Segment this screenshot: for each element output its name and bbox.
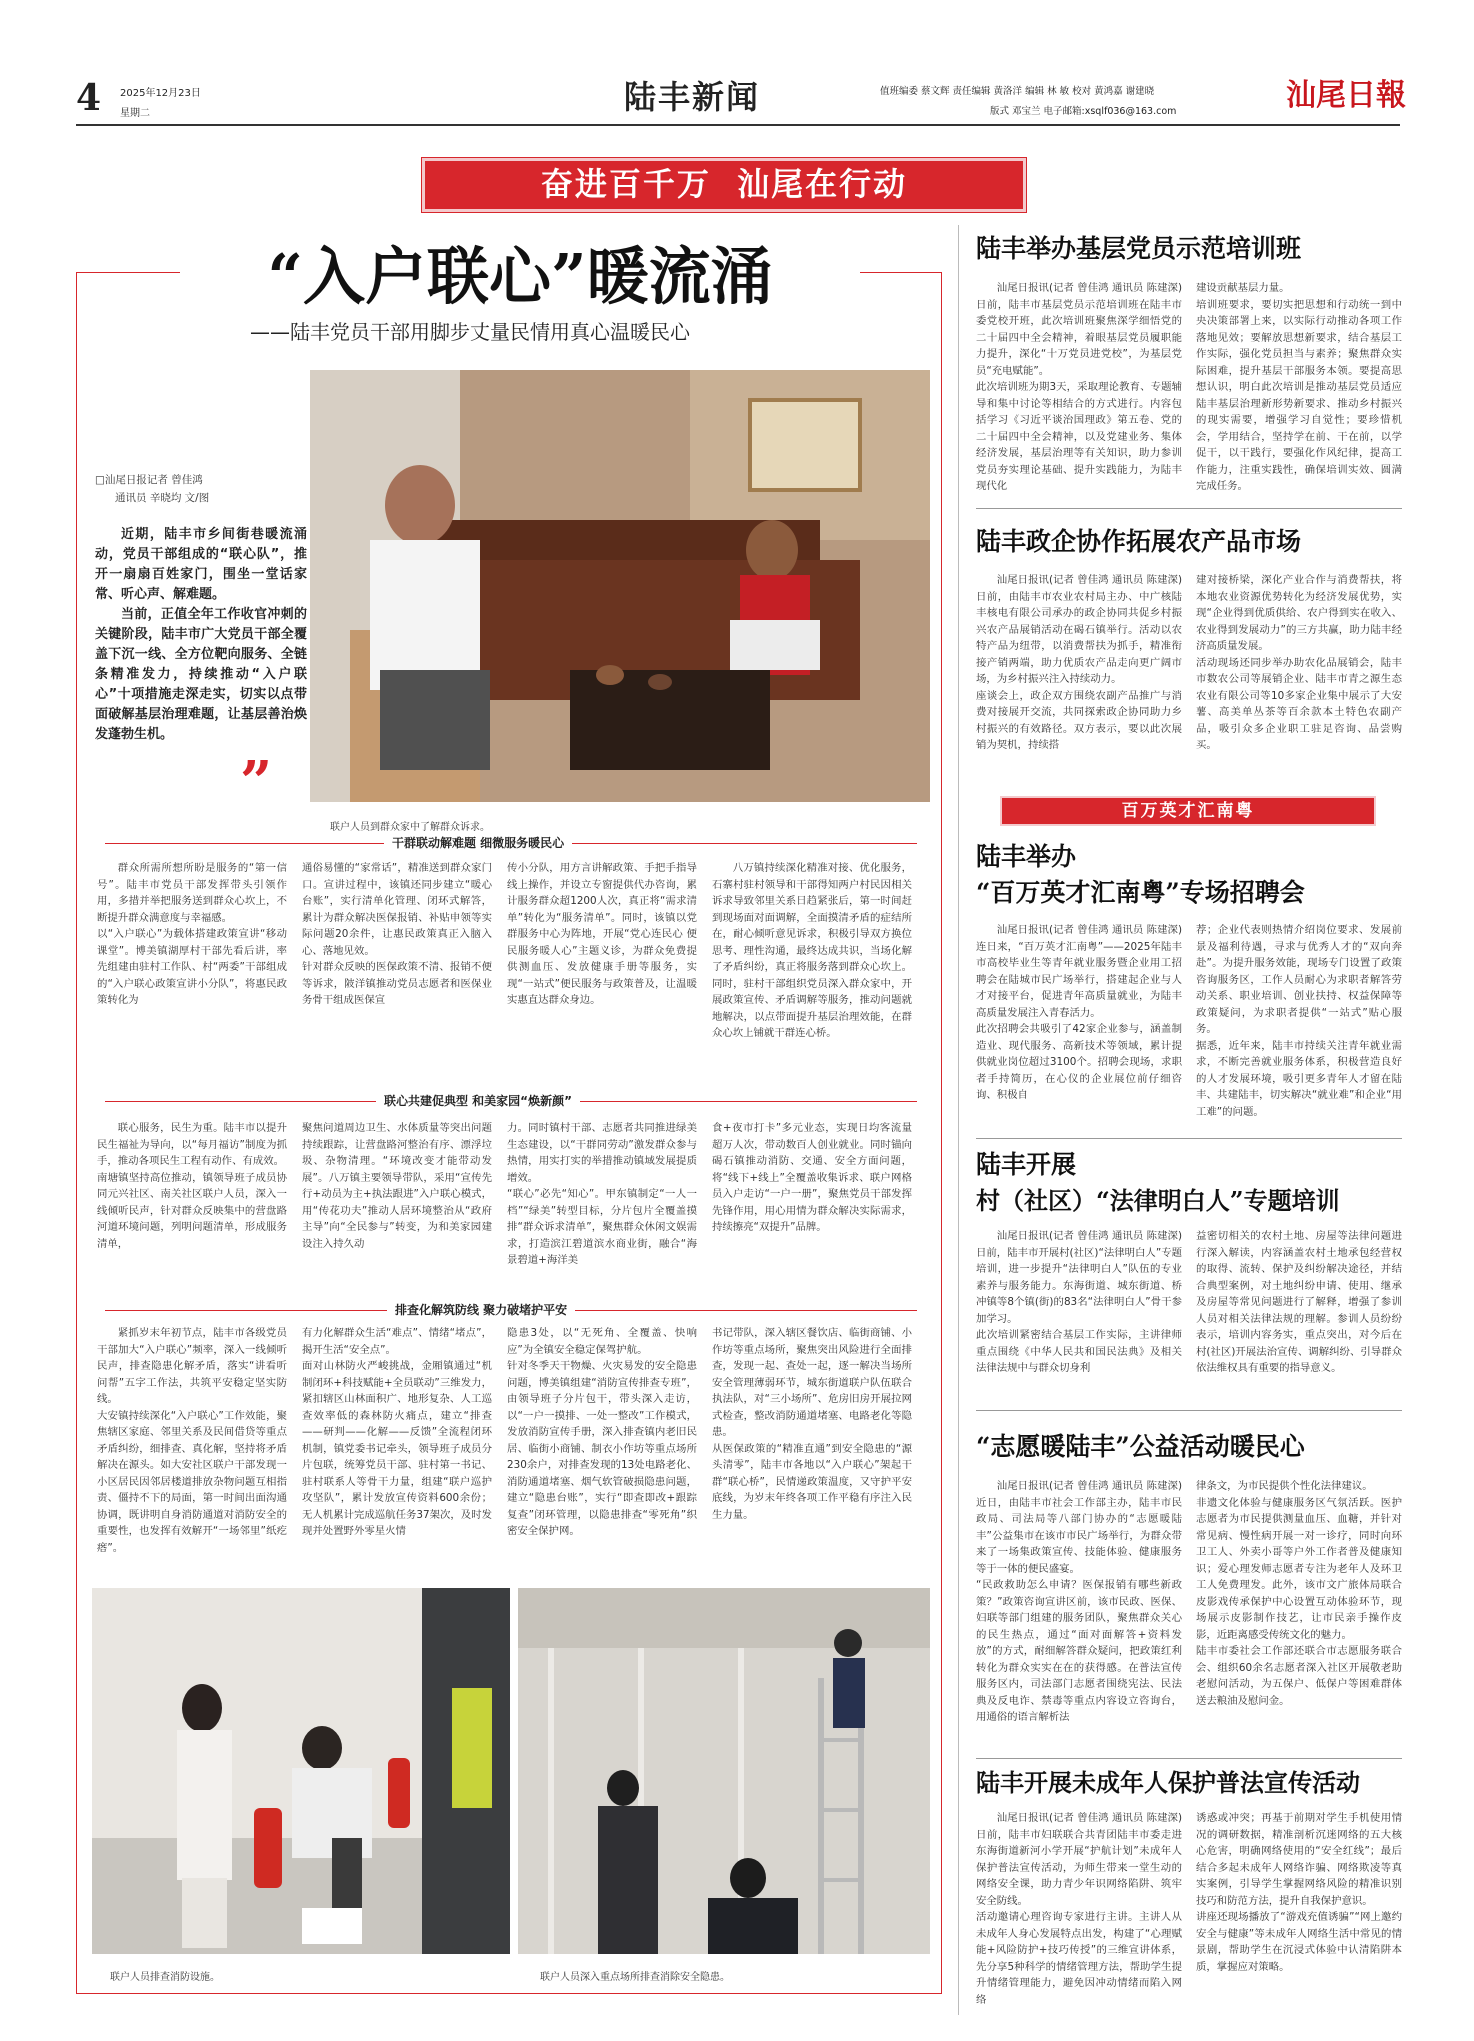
feature-subtitle: ——陆丰党员干部用脚步丈量民情用真心温暖民心 [250,320,690,344]
sec1-col-1: 群众所需所想所盼是服务的“第一信号”。陆丰市党员干部发挥带头引领作用，多措并举把服务送到群众心坎上，不断提升群众满意度与幸福感。 以“入户联心”为载体搭建政策宣讲“移动课堂”。博美镇湖厚村干部先看后讲，率先组建由驻村工作队、村“两委”干部组成的“入户联心政策宣讲小分队”，将惠民政策转化为 [97,862,287,1006]
article4-title-2: 村（社区）“法律明白人”专题培训 [976,1186,1340,1215]
section-title: 陆丰新闻 [624,78,761,116]
photo-home-visit [310,370,930,802]
header-rule [76,124,1400,126]
talent-kicker-text: 百万英才汇南粤 [1121,801,1255,821]
quote-mark-icon: ” [240,749,273,815]
photo2-caption: 联户人员排查消防设施。 [110,1972,220,1983]
sec3-col-1: 紧抓岁末年初节点，陆丰市各级党员干部加大“入户联心”频率，深入一线倾听民声，排查隐患化解矛盾，落实“讲看听问帮”五字工作法，共筑平安稳定坚实防线。 大安镇持续深化“入户联心”工作效能，聚焦辖区家庭、邻里关系及民间借贷等重点矛盾纠纷，细排查、真化解，坚持将矛盾解决在源头。如大安社区联户干部发现一小区居民因邻居楼道排放杂物问题互相指责、僵持不下的局面，第一时间出面沟通协调，既讲明自身消防通道对消防安全的重要性，也发挥有效解开“一场邻里”纸疙瘩”。 [97,1327,287,1554]
masthead-logo: 汕尾日報 [1286,78,1406,113]
sec1-title: 干群联动解难题 细微服务暖民心 [384,834,572,851]
article5-col-1: 汕尾日报讯(记者 曾佳鸿 通讯员 陈建深)近日，由陆丰市社会工作部主办，陆丰市民政局、司法局等八部门协办的“志愿暖陆丰”公益集市在该市市民广场举行，为群众带来了一场集政策宣传、技能体验、健康服务等于一体的便民盛宴。 “民政救助怎么申请？医保报销有哪些新政策？”政策咨询宣讲区前，该市民政、医保、妇联等部门组建的服务团队，聚焦群众关心的民生热点，通过“面对面解答+资料发放”的方式，耐细解答群众疑问，把政策红利转化为群众实实在在的获得感。在普法宣传服务区内，司法部门志愿者围绕宪法、民法典及反电诈、禁毒等重点内容设立咨询台，用通俗的语言解析法 [976,1480,1182,1723]
article1-title: 陆丰举办基层党员示范培训班 [976,234,1302,263]
fire-check-illustration [92,1588,510,1954]
campaign-banner [422,158,1026,212]
sec3-col-4: 书记带队，深入辖区餐饮店、临街商铺、小作坊等重点场所，聚焦突出风险进行全面排查，发现一起、查处一起，逐一解决当场所安全管理薄弱环节，城东街道联户队伍联合执法队，对“三小场所”、危房旧房开展拉网式检查，整改消防通道堵塞、电路老化等隐患。 从医保政策的“精准直通”到安全隐患的“源头清零”，陆丰市各地以“入户联心”架起干群“联心桥”，民情递政策温度，又守护平安底线，为岁末年终各项工作平稳有序注入民生力量。 [712,1327,912,1521]
talent-kicker [1000,796,1376,826]
sec1-col-3: 传小分队，用方言讲解政策、手把手指导线上操作，并设立专窗提供代办咨询，累计服务群众超1200人次，真正将“需求清单”转化为“服务清单”。同时，该镇以党群服务中心为阵地，开展“党心连民心 便民服务暖人心”主题义诊，为群众免费提供测血压、发放健康手册等服务，实现“一站式”便民服务与政策普及，让温暖实惠直达群众身边。 [507,862,697,1006]
column-divider [958,225,959,2015]
sec2-col-4: 食+夜市打卡”多元业态，实现日均客流量超万人次，带动数百人创业就业。同时锚向碣石镇推动消防、交通、安全方面问题，将“线下+线上”全覆盖收集诉求、联户网格员入户走访“一户一册”，聚焦党员干部发挥先锋作用，用心用情为群众解决实际需求，持续擦亮“双提升”品牌。 [712,1122,912,1233]
article6-col-1: 汕尾日报讯(记者 曾佳鸿 通讯员 陈建深)日前，陆丰市妇联联合共青团陆丰市委走进东海街道新河小学开展“护航计划”未成年人保护普法宣传活动，为师生带来一堂生动的网络安全课，助力青少年识网络陷阱、筑牢安全防线。 活动邀请心理咨询专家进行主讲。主讲人从未成年人身心发展特点出发，构建了“心理赋能+风险防护+技巧传授”的三维宣讲体系，先分享5种科学的情绪管理方法，帮助学生提升情绪管理能力，避免因冲动情绪而陷入网络 [976,1812,1182,2006]
article3-title-1: 陆丰举办 [976,842,1077,871]
article4-title-1: 陆丰开展 [976,1150,1077,1179]
article6-col-2: 诱惑或冲突；再基于前期对学生手机使用情况的调研数据，精准剖析沉迷网络的五大核心危害，明确网络使用的“安全红线”；最后结合多起未成年人网络诈骗、网络欺凌等真实案例，引导学生掌握网络风险的精准识别技巧和防范方法，提升自我保护意识。 讲座还现场播放了“游戏充值诱骗”“网上邀约安全与健康”等未成年人网络生活中常见的情景剧，帮助学生在沉浸式体验中认清陷阱本质，掌握应对策略。 [1196,1812,1402,1973]
sec3-title: 排查化解筑防线 聚力破堵护平安 [387,1301,575,1318]
article3-col-1: 汕尾日报讯(记者 曾佳鸿 通讯员 陈建深)连日来，“百万英才汇南粤”——2025年陆丰市高校毕业生等青年就业服务暨企业用工招聘会在陆城市民广场举行，搭建起企业与人才对接平台，促进青年高质量就业，为陆丰高质量发展注入青春活力。 此次招聘会共吸引了42家企业参与，涵盖制造业、现代服务、高新技术等领域，累计提供就业岗位超过3100个。招聘会现场，求职者手持简历，在心仪的企业展位前仔细咨询、积极自 [976,924,1182,1101]
sec3-col-2: 有力化解群众生活“难点”、情绪“堵点”，揭开生活“安全点”。 面对山林防火严峻挑战，金厢镇通过“机制闭环+科技赋能+全员联动”三维发力，紧扣辖区山林面积广、地形复杂、人工巡查效率低的森林防火痛点，建立“排查——研判——化解——反馈”全流程闭环机制，镇党委书记牵头，领导班子成员分片包联，统筹党员干部、驻村第一书记、驻村联系人等骨干力量，组建“联户巡护攻坚队”，累计发放宣传资料600余份；无人机累计完成巡航任务37架次，及时发现并处置野外零星火情 [302,1327,492,1537]
article5-col-2: 律条文，为市民提供个性化法律建议。 非遗文化体验与健康服务区气氛活跃。医护志愿者为市民提供测量血压、血糖，并针对常见病、慢性病开展一对一诊疗，同时向环卫工人、外卖小哥等户外工作者普及健康知识；爱心理发师志愿者专注为老年人及环卫工人免费理发。此外，该市文广旅体局联合皮影戏传承保护中心设置互动体验环节，现场展示皮影制作技艺，让市民亲手操作皮影，近距离感受传统文化的魅力。 陆丰市委社会工作部还联合市志愿服务联合会、组织60余名志愿者深入社区开展敬老助老慰问活动，为五保户、低保户等困难群体送去粮油及慰问金。 [1196,1480,1402,1707]
byline-correspondent: 通讯员 辛晓均 文/图 [115,492,210,504]
article3-col-2: 荐；企业代表则热情介绍岗位要求、发展前景及福利待遇，寻求与优秀人才的“双向奔赴”。为提升服务效能，现场专门设置了政策咨询服务区，工作人员耐心为求职者解答劳动关系、职业培训、创业扶持、权益保障等政策疑问，为求职者提供“一站式”贴心服务。 据悉，近年来，陆丰市持续关注青年就业需求，不断完善就业服务体系，积极营造良好的人才发展环境，吸引更多青年人才留在陆丰、共建陆丰，切实解决“就业难”和企业“用工难”的问题。 [1196,924,1402,1118]
banner-text: 奋进百千万 汕尾在行动 [540,165,908,203]
photo-safety-inspection [518,1588,930,1954]
article4-col-2: 益密切相关的农村土地、房屋等法律问题进行深入解读，内容涵盖农村土地承包经营权的取得、流转、保护及纠纷解决途径，并结合典型案例，对土地纠纷申请、使用、继承及房屋等常见问题进行了解释，增强了参训人员对相关法律法规的理解。参训人员纷纷表示，培训内容务实，重点突出，对今后在村(社区)开展法治宣传、调解纠纷、引导群众依法维权具有重要的指导意义。 [1196,1230,1402,1374]
article6-title: 陆丰开展未成年人保护普法宣传活动 [976,1768,1360,1797]
sec3-col-3: 隐患3处，以“无死角、全覆盖、快响应”为全镇安全稳定保驾护航。 针对冬季天干物燥、火灾易发的安全隐患问题，博美镇组建“消防宣传排查专班”，由领导班子分片包干，带头深入走访，以“一户一摸排、一处一整改”工作模式，发放消防宣传手册，深入排查镇内老旧民居、临街小商铺、制衣小作坊等重点场所230余户，对排查发现的13处电路老化、消防通道堵塞、烟气软管破损隐患问题，建立“隐患台账”，实行“即查即改+跟踪复查”闭环管理，以隐患排查“零死角”织密安全保护网。 [507,1327,697,1537]
article5-rule [976,1758,1402,1759]
article2-col-1: 汕尾日报讯(记者 曾佳鸿 通讯员 陈建深)日前，由陆丰市农业农村局主办、中广核陆丰核电有限公司承办的政企协同共促乡村振兴农产品展销活动在碣石镇举行。活动以农特产品为纽带，以消费帮扶为抓手，精准衔接产销两端，助力优质农产品走向更广阔市场，为乡村振兴注入持续动力。 座谈会上，政企双方围绕农副产品推广与消费对接展开交流，共同探索政企协同助力乡村振兴的有效路径。双方表示，要以此次展销为契机，持续搭 [976,574,1182,751]
page-header [0,0,1474,140]
article4-col-1: 汕尾日报讯(记者 曾佳鸿 通讯员 陈建深)日前，陆丰市开展村(社区)“法律明白人”专题培训，进一步提升“法律明白人”队伍的专业素养与服务能力。东海街道、城东街道、桥冲镇等8个镇(街)的83名“法律明白人”骨干参加学习。 此次培训紧密结合基层工作实际，主讲律师重点围绕《中华人民共和国民法典》及相关法律法规中与群众切身利 [976,1230,1182,1374]
sec2-col-3: 力。同时镇村干部、志愿者共同推进绿美生态建设，以“干群同劳动”激发群众参与热情，用实打实的举措推动镇域发展提质增效。 “联心”必先“知心”。甲东镇制定“一人一档”“绿美”转型目标，分片包片全覆盖摸排“群众诉求清单”，聚焦群众休闲文娱需求，打造滨江碧道滨水商业街，融合“海景碧道+海洋美 [507,1122,697,1266]
byline-reporter: □汕尾日报记者 曾佳鸿 [95,474,203,486]
feature-title: “入户联心”暖流涌 [267,240,773,313]
credits-line-1: 值班编委 蔡文辉 责任编辑 黄洛洋 编辑 林 敏 校对 黄鸿嘉 谢建晓 [880,86,1155,97]
issue-weekday: 星期二 [120,108,150,119]
article4-rule [976,1410,1402,1411]
article1-rule [976,508,1402,509]
credits-line-2: 版式 邓宝兰 电子邮箱:xsqlf036@163.com [990,106,1177,117]
sec1-col-4: 八万镇持续深化精准对接、优化服务，石寨村驻村领导和干部得知两户村民因相关诉求导致邻里关系日趋紧张后，第一时间赶到现场面对面调解，全面摸清矛盾的症结所在，耐心倾听意见诉求，积极引导双方换位思考、理性沟通，最终达成共识，当场化解了矛盾纠纷，真正将服务落到群众心坎上。同时，驻村干部组织党员深入群众家中，开展政策宣传、矛盾调解等服务，推动问题就地解决，以点带面提升基层治理效能，在群众心坎上铺就干群连心桥。 [712,862,912,1039]
lead-paragraph-2: 当前，正值全年工作收官冲刺的关键阶段，陆丰市广大党员干部全覆盖下沉一线、全方位靶向服务、全链条精准发力，持续推动“入户联心”十项措施走深走实，切实以点带面破解基层治理难题，让基层善治焕发蓬勃生机。 [95,607,307,742]
sec2-col-1: 联心服务，民生为重。陆丰市以提升民生福祉为导向，以“每月福访”制度为抓手，推动各项民生工程有动作、有成效。 南塘镇坚持高位推动，镇领导班子成员协同元兴社区、南关社区联户人员，深入一线倾听民声，针对群众反映集中的营盘路河道环境问题，列明问题清单，形成服务清单， [97,1122,287,1250]
sec2-col-2: 聚焦问道周边卫生、水体质量等突出问题持续跟踪，让营盘路河整治有序、漂浮垃圾、杂物清理。“环境改变才能带动发展”。八万镇主要领导带队，采用“宣传先行+动员为主+执法跟进”入户联心模式，用“传花功夫”推动人居环境整治从“政府主导”向“全民参与”转变，为和美家园建设注入持久动 [302,1122,492,1250]
article3-title-2: “百万英才汇南粤”专场招聘会 [976,878,1305,907]
article3-rule [976,1138,1402,1139]
lead-paragraph: 近期，陆丰市乡间街巷暖流涌动，党员干部组成的“联心队”，推开一扇扇百姓家门，围坐一堂话家常、听心声、解难题。 [95,527,307,602]
article1-col-1: 汕尾日报讯(记者 曾佳鸿 通讯员 陈建深)日前，陆丰市基层党员示范培训班在陆丰市委党校开班，此次培训班聚焦深学细悟党的二十届四中全会精神，着眼基层党员履职能力提升，深化“十万党员进党校”，为基层党员“充电赋能”。 此次培训班为期3天，采取理论教育、专题辅导和集中讨论等相结合的方式进行。内容包括学习《习近平谈治国理政》第五卷、党的二十届四中全会精神，以及党建业务、集体经济发展，基层治理等有关知识，助力参训党员夯实理论基础、提升实践能力，为陆丰现代化 [976,282,1182,492]
issue-date: 2025年12月23日 [120,88,201,99]
home-visit-illustration [310,370,930,802]
safety-inspection-illustration [518,1588,930,1954]
photo3-caption: 联户人员深入重点场所排查消除安全隐患。 [540,1972,730,1983]
article1-col-2: 建设贡献基层力量。 培训班要求，要切实把思想和行动统一到中央决策部署上来，以实际行动推动各项工作落地见效；要解放思想新要求，结合基层工作实际，强化党员担当与素养；聚焦群众实际困难，提升基层干部服务本领。要提高思想认识，明白此次培训是推动基层党员适应陆丰基层治理新形势新要求、推动乡村振兴的现实需要，增强学习自觉性；要珍惜机会，学用结合，坚持学在前、干在前，以学促干，以干践行，要强化作风纪律，提高工作能力，注重实践性，确保培训实效、圆满完成任务。 [1196,282,1402,492]
article5-title: “志愿暖陆丰”公益活动暖民心 [976,1432,1305,1461]
sec1-col-2: 通俗易懂的“家常话”，精准送到群众家门口。宣讲过程中，该镇还同步建立“暖心台账”，实行清单化管理、闭环式解答，累计为群众解决医保报销、补贴申领等实际问题20余件，让惠民政策真正入脑入心、落地见效。 针对群众反映的医保政策不清、报销不便等诉求，陂洋镇推动党员志愿者和医保业务骨干组成医保宣 [302,862,492,1006]
photo1-caption: 联户人员到群众家中了解群众诉求。 [330,822,490,833]
page-number: 4 [76,77,102,119]
article2-col-2: 建对接桥梁，深化产业合作与消费帮扶，将本地农业资源优势转化为经济发展优势，实现“企业得到优质供给、农户得到实在收入、农业得到发展动力”的三方共赢，助力陆丰经济高质量发展。 活动现场还同步举办助农化品展销会，陆丰市数农公司等展销企业、陆丰市青之源生态农业有限公司等10多家企业集中展示了大安薯、高美单丛茶等百余款本土特色农副产品，吸引众多企业职工驻足咨询、品尝购买。 [1196,574,1402,751]
sec2-title: 联心共建促典型 和美家园“焕新颜” [376,1092,580,1109]
photo-fire-check [92,1588,510,1954]
article2-title: 陆丰政企协作拓展农产品市场 [976,527,1302,556]
